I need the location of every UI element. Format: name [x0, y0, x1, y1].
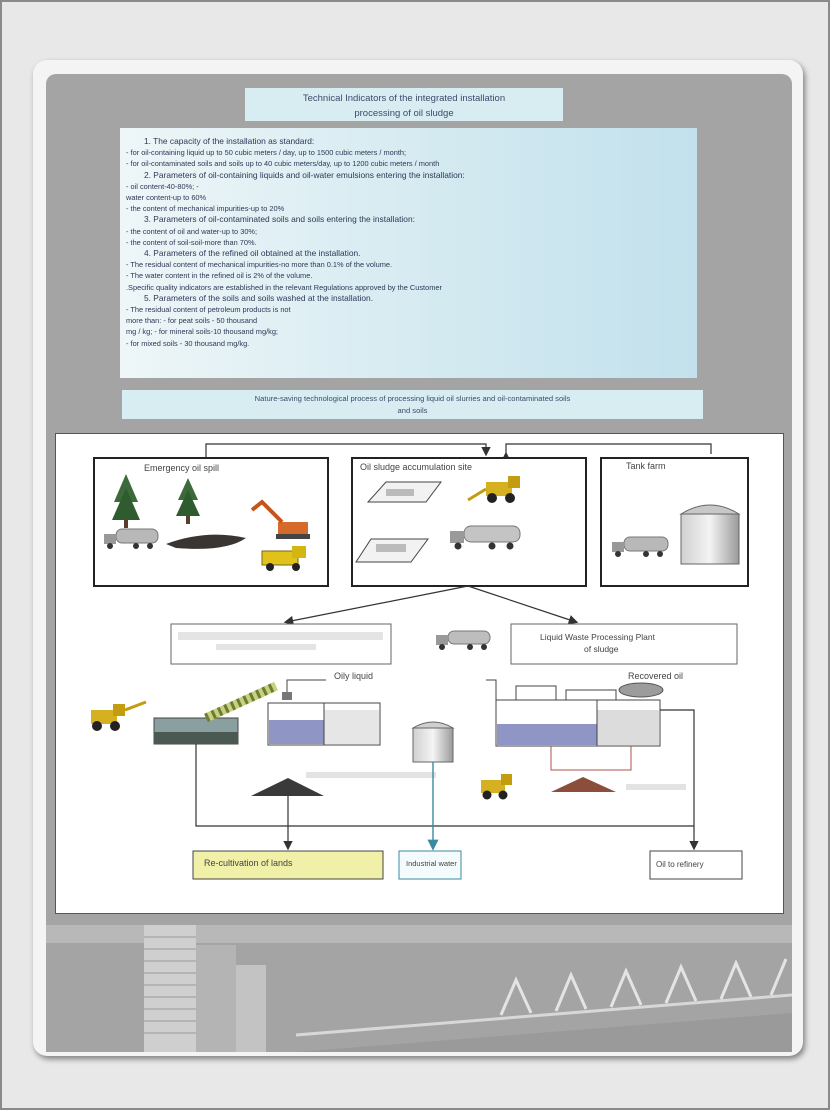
oil-separator-icon [619, 683, 663, 697]
label-placeholder [626, 784, 686, 790]
parameter-heading: 2. Parameters of oil-containing liquids and oil-water emulsions entering the installation: [144, 169, 465, 180]
pump-icon [282, 692, 292, 700]
parameter-line: - The water content in the refined oil is 2% of the volume. [126, 271, 313, 281]
parameter-line: - The residual content of mechanical impurities-no more than 0.1% of the volume. [126, 260, 393, 270]
parameter-line: - The residual content of petroleum products is not [126, 305, 291, 315]
pipe [516, 686, 556, 700]
top-connector-right [506, 444, 711, 454]
parameter-line: - the content of mechanical impurities-up to 20% [126, 204, 285, 214]
cleaned-soil-pile [251, 778, 324, 796]
tank-farm-label: Tank farm [626, 461, 666, 471]
tanker-truck-icon [436, 631, 490, 650]
label-placeholder [306, 772, 436, 778]
parameters-list [126, 136, 691, 349]
slide-title [245, 88, 563, 121]
parameter-line: - oil content-40-80%; - [126, 181, 199, 191]
sediment-line [551, 746, 631, 770]
process-diagram [55, 433, 784, 914]
parameter-heading: 3. Parameters of oil-contaminated soils and soils entering the installation: [144, 214, 415, 225]
silo-icon [413, 722, 453, 762]
process-diagram-svg [56, 434, 783, 913]
pipe [287, 680, 326, 692]
recovered-oil-label: Recovered oil [628, 671, 684, 681]
parameter-line: .Specific quality indicators are established in the relevant Regulations approved by the Customer [126, 282, 442, 292]
parameter-line: - for oil-containing liquid up to 50 cubic meters / day, up to 1500 cubic meters / month; [126, 148, 407, 158]
sludge-pit [376, 544, 406, 552]
liquid-plant-label: Liquid Waste Processing Plant [540, 632, 655, 642]
loader-icon [91, 702, 146, 731]
pipe [566, 690, 616, 700]
soil-processing-text-placeholder [178, 632, 383, 640]
oily-liquid-label: Oily liquid [334, 671, 374, 681]
tank-farm-box [601, 458, 748, 586]
parameter-heading: 1. The capacity of the installation as standard: [144, 136, 315, 146]
process-caption-line-1: Nature-saving technological process of processing liquid oil slurries and oil-contaminated soils [254, 394, 571, 403]
sludge-pit [386, 489, 414, 496]
building [196, 945, 236, 1052]
accumulation-label: Oil sludge accumulation site [360, 462, 473, 472]
emergency-spill-label: Emergency oil spill [144, 463, 220, 473]
liquid-plant-box [511, 624, 737, 664]
process-caption [122, 390, 703, 419]
parameter-line: more than: - for peat soils - 50 thousand [126, 316, 258, 326]
output-water-label: Industrial water [406, 859, 457, 868]
washing-tank-sludge [154, 732, 238, 744]
slide-title-line-1: Technical Indicators of the integrated installation [302, 93, 506, 104]
loader-icon [481, 774, 512, 800]
parameter-line: mg / kg; - for mineral soils-10 thousand mg/kg; [126, 327, 278, 337]
parameter-heading: 4. Parameters of the refined oil obtained at the installation. [144, 248, 361, 259]
soil-processing-text-placeholder [216, 644, 316, 650]
sediment-pile [551, 777, 616, 792]
arrow-to-oil [660, 710, 694, 848]
storage-tank-icon [681, 505, 739, 564]
parameter-heading: 5. Parameters of the soils and soils washed at the installation. [144, 292, 374, 303]
parameter-line: - the content of oil and water-up to 30%; [126, 226, 258, 236]
top-connector-left [206, 444, 486, 458]
process-caption-line-2: and soils [397, 406, 428, 415]
output-oil-label: Oil to refinery [656, 860, 704, 869]
parameter-line: - the content of soil-soil-more than 70%. [126, 237, 257, 247]
emergency-spill-box [94, 458, 328, 586]
liquid-plant-sub-label: of sludge [584, 644, 619, 654]
parameters-panel [120, 128, 697, 378]
separation-tank-fill-2 [597, 710, 659, 745]
output-land-label: Re-cultivation of lands [204, 858, 293, 868]
building [236, 965, 266, 1052]
arrow-to-liquid-plant [468, 586, 576, 622]
separation-tank-fill [497, 724, 597, 745]
slide-title-line-2: processing of oil sludge [354, 108, 454, 119]
oily-liquid-fill [269, 720, 324, 744]
sludge-accumulation-box [352, 458, 586, 586]
arrow-to-soil-line [286, 586, 468, 622]
parameter-line: - for oil-contaminated soils and soils up to 40 cubic meters/day, up to 1200 cubic meters / month [126, 159, 440, 169]
parameter-line: water content-up to 60% [126, 193, 207, 203]
parameter-line: - for mixed soils - 30 thousand mg/kg. [126, 338, 250, 348]
city-skyline-decoration [46, 925, 792, 1052]
pipe [486, 680, 496, 700]
oily-liquid-fill-2 [324, 710, 379, 744]
